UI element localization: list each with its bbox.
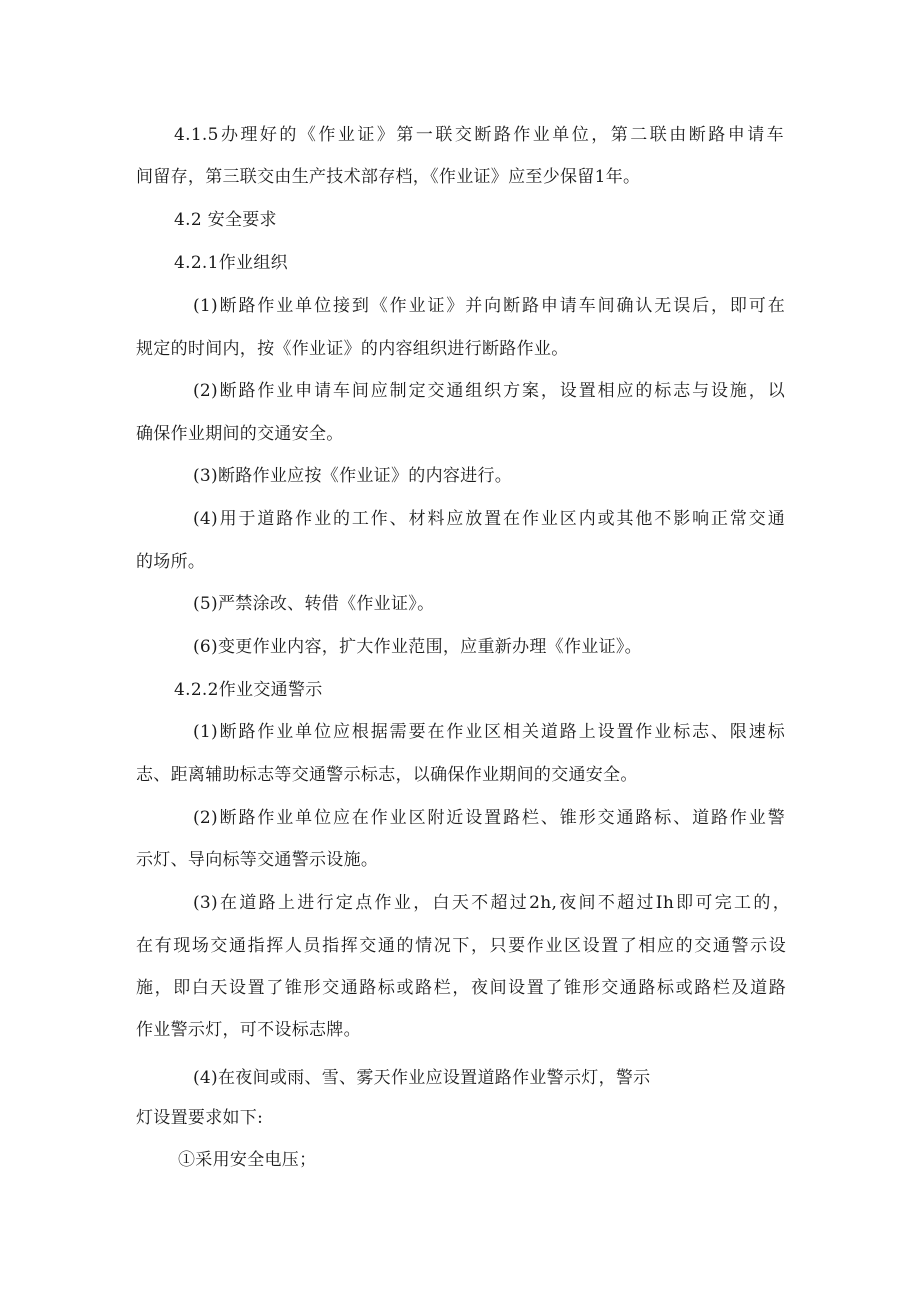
paragraph-line: 规定的时间内，按《作业证》的内容组织进行断路作业。 — [136, 339, 569, 359]
paragraph-line: (2)断路作业申请车间应制定交通组织方案，设置相应的标志与设施，以 — [193, 381, 785, 401]
subsection-heading: 4.2.2作业交通警示 — [174, 680, 323, 700]
paragraph-line: 作业警示灯，可不设标志牌。 — [136, 1020, 361, 1040]
paragraph-line: (5)严禁涂改、转借《作业证》。 — [193, 594, 435, 614]
paragraph-line: (3)在道路上进行定点作业，白天不超过2h,夜间不超过Ih即可完工的， — [193, 893, 790, 913]
paragraph-line: (1)断路作业单位接到《作业证》并向断路申请车间确认无误后，即可在 — [193, 296, 785, 316]
paragraph-line: (3)断路作业应按《作业证》的内容进行。 — [193, 466, 513, 486]
list-item: ①采用安全电压； — [178, 1150, 317, 1170]
paragraph-line: 在有现场交通指挥人员指挥交通的情况下，只要作业区设置了相应的交通警示设 — [136, 936, 786, 956]
paragraph-line: (2)断路作业单位应在作业区附近设置路栏、锥形交通路标、道路作业警 — [193, 808, 785, 828]
paragraph-line: 确保作业期间的交通安全。 — [136, 424, 344, 444]
paragraph-line: (4)用于道路作业的工作、材料应放置在作业区内或其他不影响正常交通 — [193, 509, 785, 529]
paragraph-line: (4)在夜间或雨、雪、雾天作业应设置道路作业警示灯，警示 — [193, 1068, 651, 1088]
subsection-heading: 4.2.1作业组织 — [174, 253, 288, 273]
paragraph-line: (1)断路作业单位应根据需要在作业区相关道路上设置作业标志、限速标 — [193, 722, 785, 742]
paragraph-line: 4.1.5办理好的《作业证》第一联交断路作业单位，第二联由断路申请车 — [174, 125, 784, 145]
paragraph-line: 灯设置要求如下: — [136, 1108, 264, 1128]
paragraph-line: 的场所。 — [136, 552, 206, 572]
paragraph-line: 施，即白天设置了锥形交通路标或路栏，夜间设置了锥形交通路标或路栏及道路 — [136, 978, 786, 998]
paragraph-line: 示灯、导向标等交通警示设施。 — [136, 850, 379, 870]
paragraph-line: 间留存，第三联交由生产技术部存档，《作业证》应至少保留1年。 — [136, 167, 641, 187]
paragraph-line: (6)变更作业内容，扩大作业范围，应重新办理《作业证》。 — [193, 637, 642, 657]
paragraph-line: 志、距离辅助标志等交通警示标志，以确保作业期间的交通安全。 — [136, 765, 638, 785]
section-heading: 4.2 安全要求 — [174, 210, 277, 230]
